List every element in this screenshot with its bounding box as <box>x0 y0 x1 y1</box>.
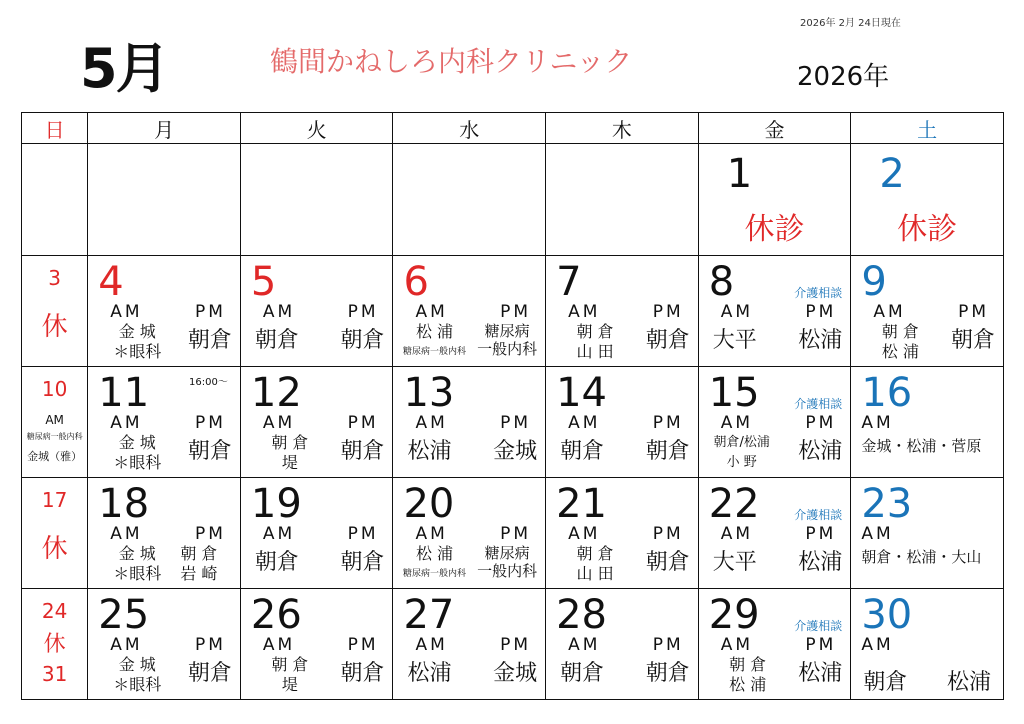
day-number: 10 <box>41 377 68 401</box>
pm-label: PM <box>805 524 837 544</box>
am-label: AM <box>45 413 64 427</box>
kaigo-consult-label: 介護相談 <box>794 619 843 633</box>
am-doctors: 松 浦 糖尿病一般内科 <box>402 322 466 357</box>
day-cell <box>851 478 1004 589</box>
day-number: 29 <box>708 592 760 638</box>
pm-doctors: 朝 倉 岩 崎 <box>180 544 218 583</box>
am-doctor: 朝倉 <box>863 670 908 695</box>
day-cell <box>851 144 1004 256</box>
sunday-cell <box>22 589 88 700</box>
pm-label: PM <box>652 524 684 544</box>
day-cell-empty <box>393 144 546 256</box>
pm-label: PM <box>347 635 379 655</box>
weekday-header-row <box>22 113 1004 144</box>
rest-label: 休 <box>41 312 68 342</box>
rest-label: 休 <box>41 534 68 564</box>
pm-doctor: 松浦 <box>798 661 843 686</box>
am-label: AM <box>568 635 601 655</box>
pm-label: PM <box>805 413 837 433</box>
am-label: AM <box>262 413 296 433</box>
am-label: AM <box>861 413 894 433</box>
pm-doctor: 朝倉 <box>645 550 690 575</box>
day-number: 5 <box>250 259 277 305</box>
am-doctors: 朝 倉 堤 <box>271 655 309 694</box>
day-number: 30 <box>861 592 913 638</box>
day-number: 9 <box>861 259 887 305</box>
month-title: 5月 <box>80 37 168 100</box>
am-label: AM <box>720 413 753 433</box>
day-number: 3 <box>48 266 61 290</box>
day-number: 28 <box>556 592 607 638</box>
day-cell <box>698 589 851 700</box>
am-label: AM <box>110 302 143 322</box>
day-cell <box>546 367 699 478</box>
pm-doctor: 朝倉 <box>340 328 385 353</box>
sunday-cell <box>22 478 88 589</box>
day-cell <box>546 478 699 589</box>
am-label: AM <box>110 635 143 655</box>
pm-label: PM <box>500 524 532 544</box>
day-cell <box>88 367 241 478</box>
day-cell <box>851 589 1004 700</box>
pm-label: PM <box>194 302 226 322</box>
am-doctors: 朝 倉 山 田 <box>576 322 614 361</box>
day-cell <box>393 589 546 700</box>
day-number: 12 <box>250 370 302 416</box>
as-of-date: 2026年 2月 24日現在 <box>800 18 901 29</box>
weekday-tue: 火 <box>240 113 393 144</box>
day-cell <box>240 256 393 367</box>
pm-doctor: 朝倉 <box>340 661 385 686</box>
day-cell-empty <box>240 144 393 256</box>
am-label: AM <box>110 524 143 544</box>
pm-doctor: 朝倉 <box>187 661 232 686</box>
am-label: AM <box>262 302 296 322</box>
day-number: 8 <box>708 259 735 305</box>
pm-label: PM <box>500 413 532 433</box>
am-doctor: 大平 <box>712 328 757 353</box>
day-cell <box>698 367 851 478</box>
pm-label: PM <box>500 302 532 322</box>
am-doctor: 朝倉 <box>254 550 299 575</box>
day-number: 2 <box>879 151 905 197</box>
am-label: AM <box>861 635 894 655</box>
day-cell <box>698 144 851 256</box>
day-number: 23 <box>861 481 913 527</box>
day-cell-empty <box>22 144 88 256</box>
am-doctor: 大平 <box>712 550 757 575</box>
am-doctor: 松浦 <box>407 661 452 686</box>
pm-dept: 糖尿病 一般内科 <box>477 544 538 580</box>
am-doctors: 金城・松浦・菅原 <box>861 437 982 455</box>
pm-doctor: 朝倉 <box>950 328 995 353</box>
pm-label: PM <box>347 302 379 322</box>
day-cell <box>393 478 546 589</box>
am-doctors: 朝 倉 松 浦 <box>729 655 767 694</box>
am-doctors: 金 城 ＊眼科 <box>113 544 162 583</box>
pm-doctor: 朝倉 <box>187 328 232 353</box>
am-label: AM <box>568 413 601 433</box>
am-doctors: 松 浦 糖尿病一般内科 <box>402 544 466 579</box>
am-label: AM <box>415 413 448 433</box>
am-doctors: 金 城 ＊眼科 <box>113 655 162 694</box>
am-doctors: 金 城 ＊眼科 <box>113 433 162 472</box>
day-cell <box>88 589 241 700</box>
day-cell <box>393 367 546 478</box>
doctor-label: 金城（雅） <box>27 450 83 463</box>
pm-label: PM <box>500 635 532 655</box>
am-label: AM <box>262 524 296 544</box>
week-row <box>22 256 1004 367</box>
day-cell <box>698 256 851 367</box>
day-number: 15 <box>708 370 760 416</box>
closed-label: 休診 <box>744 212 805 247</box>
day-number: 19 <box>250 481 302 527</box>
pm-doctor: 朝倉 <box>645 439 690 464</box>
pm-doctor: 朝倉 <box>645 661 690 686</box>
pm-label: PM <box>652 635 684 655</box>
pm-doctor: 金城 <box>493 661 538 686</box>
day-number: 7 <box>556 259 582 305</box>
clinic-name: 鶴間かねしろ内科クリニック <box>270 45 633 78</box>
am-label: AM <box>262 635 296 655</box>
dept-label: 糖尿病一般内科 <box>26 432 83 441</box>
day-number: 25 <box>98 592 150 638</box>
weekday-sat: 土 <box>851 113 1004 144</box>
sunday-cell <box>22 367 88 478</box>
day-cell <box>546 256 699 367</box>
day-cell-empty <box>546 144 699 256</box>
am-label: AM <box>415 635 448 655</box>
kaigo-consult-label: 介護相談 <box>794 397 843 411</box>
am-label: AM <box>720 524 753 544</box>
am-doctor: 朝倉 <box>254 328 299 353</box>
time-note: 16:00～ <box>189 377 228 388</box>
day-number: 14 <box>556 370 607 416</box>
am-label: AM <box>415 302 448 322</box>
calendar-table <box>21 112 1004 700</box>
day-number: 4 <box>98 259 124 305</box>
day-number: 11 <box>98 370 150 416</box>
pm-label: PM <box>194 635 226 655</box>
kaigo-consult-label: 介護相談 <box>794 286 843 300</box>
am-label: AM <box>568 524 601 544</box>
rest-label: 休 <box>43 632 66 657</box>
pm-label: PM <box>194 524 226 544</box>
day-cell-empty <box>88 144 241 256</box>
am-label: AM <box>568 302 601 322</box>
pm-label: PM <box>652 413 684 433</box>
pm-label: PM <box>805 635 837 655</box>
day-cell <box>698 478 851 589</box>
weekday-wed: 水 <box>393 113 546 144</box>
day-number: 1 <box>726 151 753 197</box>
am-doctors: 朝 倉 山 田 <box>576 544 614 583</box>
week-row <box>22 367 1004 478</box>
pm-doctor: 金城 <box>493 439 538 464</box>
am-doctors: 朝 倉 松 浦 <box>881 322 919 361</box>
weekday-fri: 金 <box>698 113 851 144</box>
am-doctor: 松浦 <box>946 670 991 695</box>
pm-dept: 糖尿病 一般内科 <box>477 322 538 358</box>
am-doctors: 金 城 ＊眼科 <box>113 322 162 361</box>
day-cell <box>240 367 393 478</box>
day-cell <box>88 256 241 367</box>
week-row <box>22 478 1004 589</box>
day-number: 21 <box>556 481 607 527</box>
day-number: 18 <box>98 481 150 527</box>
pm-label: PM <box>652 302 684 322</box>
day-number: 20 <box>403 481 455 527</box>
day-number: 22 <box>708 481 760 527</box>
pm-doctor: 朝倉 <box>187 439 232 464</box>
am-doctors: 朝倉・松浦・大山 <box>861 548 982 566</box>
am-doctors: 朝 倉 堤 <box>271 433 309 472</box>
am-doctors: 朝倉/松浦 小 野 <box>713 435 770 470</box>
day-cell <box>851 367 1004 478</box>
pm-label: PM <box>347 413 379 433</box>
day-number: 13 <box>403 370 455 416</box>
day-number: 16 <box>861 370 913 416</box>
am-label: AM <box>873 302 906 322</box>
am-doctor: 朝倉 <box>560 439 605 464</box>
weekday-mon: 月 <box>88 113 241 144</box>
am-label: AM <box>110 413 143 433</box>
pm-label: PM <box>347 524 379 544</box>
pm-doctor: 朝倉 <box>340 550 385 575</box>
day-cell <box>240 478 393 589</box>
closed-label: 休診 <box>897 212 958 247</box>
am-doctors <box>863 665 991 696</box>
am-doctor: 松浦 <box>407 439 452 464</box>
am-label: AM <box>861 524 894 544</box>
day-cell <box>393 256 546 367</box>
am-doctor: 朝倉 <box>560 661 605 686</box>
pm-doctor: 松浦 <box>798 439 843 464</box>
day-cell <box>88 478 241 589</box>
pm-doctor: 朝倉 <box>645 328 690 353</box>
week-row <box>22 144 1004 256</box>
am-label: AM <box>720 635 753 655</box>
pm-label: PM <box>805 302 837 322</box>
am-label: AM <box>720 302 753 322</box>
pm-label: PM <box>194 413 226 433</box>
pm-doctor: 松浦 <box>798 328 843 353</box>
day-cell <box>851 256 1004 367</box>
pm-doctor: 朝倉 <box>340 439 385 464</box>
day-number: 6 <box>403 259 429 305</box>
kaigo-consult-label: 介護相談 <box>794 508 843 522</box>
day-number: 17 <box>41 488 68 512</box>
day-number: 31 <box>41 662 68 686</box>
day-cell <box>546 589 699 700</box>
year-label: 2026年 <box>797 62 890 92</box>
pm-doctor: 松浦 <box>798 550 843 575</box>
weekday-thu: 木 <box>546 113 699 144</box>
weekday-sun: 日 <box>22 113 88 144</box>
week-row <box>22 589 1004 700</box>
am-label: AM <box>415 524 448 544</box>
sunday-cell <box>22 256 88 367</box>
pm-label: PM <box>958 302 989 322</box>
day-cell <box>240 589 393 700</box>
day-number: 24 <box>41 599 68 623</box>
day-number: 26 <box>250 592 302 638</box>
day-number: 27 <box>403 592 455 638</box>
